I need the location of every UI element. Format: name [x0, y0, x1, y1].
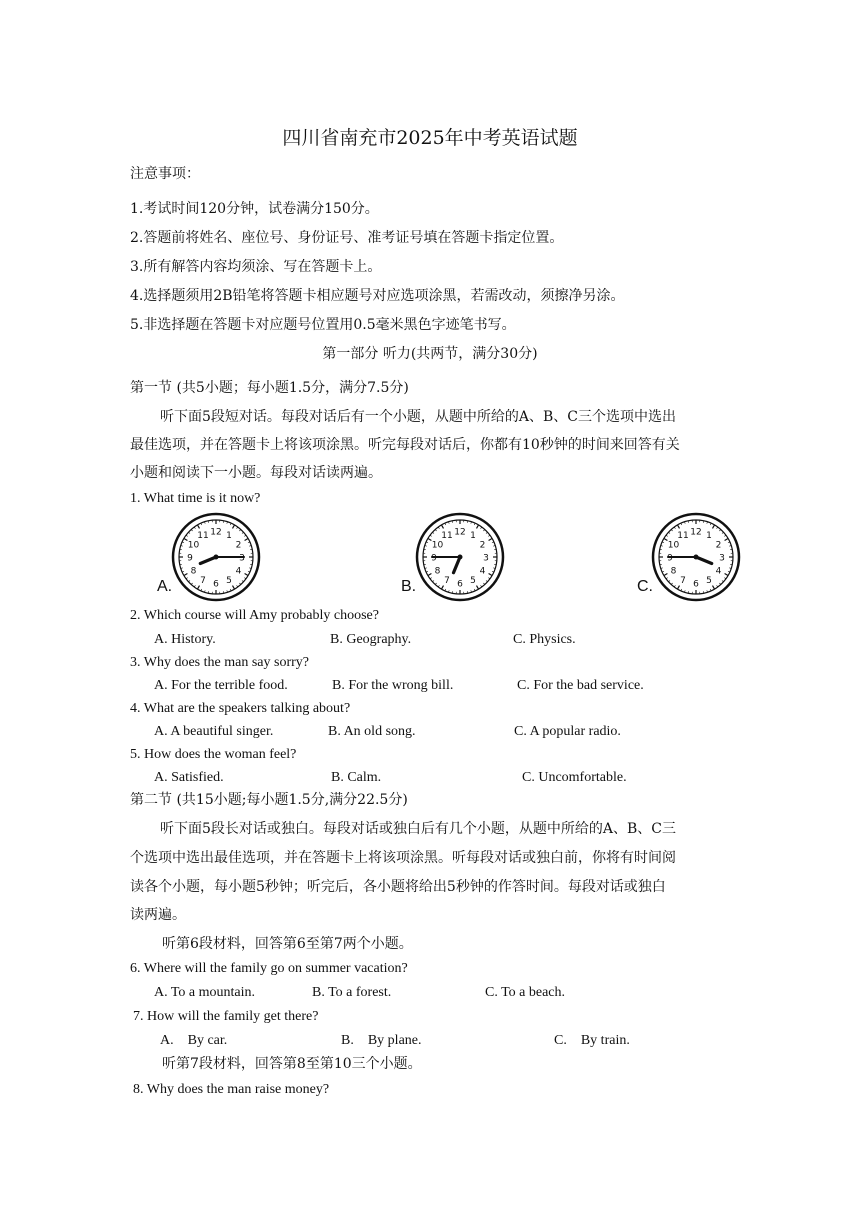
option-c-label: C.: [637, 578, 653, 595]
option-a: A. A beautiful singer.: [154, 724, 274, 739]
question-4: 4. What are the speakers talking about?: [130, 701, 351, 716]
question-3: 3. Why does the man say sorry?: [130, 655, 309, 670]
note-item: 5.非选择题在答题卡对应题号位置用0.5毫米黑色字迹笔书写。: [130, 317, 516, 333]
svg-text:8: 8: [190, 566, 197, 577]
svg-text:6: 6: [457, 579, 463, 590]
option-b: B. For the wrong bill.: [332, 678, 454, 693]
question-8: 8. Why does the man raise money?: [133, 1082, 330, 1097]
note-item: 3.所有解答内容均须涂、写在答题卡上。: [130, 259, 382, 275]
svg-text:11: 11: [441, 530, 453, 541]
svg-text:6: 6: [213, 579, 219, 590]
svg-text:9: 9: [431, 553, 437, 564]
section2-instructions: 读两遍。: [130, 907, 186, 923]
svg-text:2: 2: [715, 540, 722, 551]
option-a: A. By car.: [160, 1033, 228, 1048]
question-2: 2. Which course will Amy probably choose?: [130, 608, 379, 623]
svg-text:9: 9: [187, 553, 193, 564]
option-b: B. To a forest.: [312, 985, 392, 1000]
svg-text:2: 2: [235, 540, 242, 551]
option-b: B. Calm.: [331, 770, 382, 785]
svg-text:4: 4: [715, 566, 722, 577]
clock-icon: [650, 511, 742, 603]
svg-text:2: 2: [479, 540, 486, 551]
svg-text:6: 6: [693, 579, 699, 590]
question-6: 6. Where will the family go on summer vacation?: [130, 961, 408, 976]
note-item: 2.答题前将姓名、座位号、身份证号、准考证号填在答题卡指定位置。: [130, 230, 564, 246]
section2-instructions: 个选项中选出最佳选项，并在答题卡上将该项涂黑。听每段对话或独白前，你将有时间阅: [130, 850, 676, 866]
svg-text:5: 5: [470, 576, 476, 587]
clock-icon: [170, 511, 262, 603]
option-a-label: A.: [157, 578, 173, 595]
option-c: C. A popular radio.: [514, 724, 621, 739]
svg-text:3: 3: [719, 553, 725, 564]
question-5: 5. How does the woman feel?: [130, 747, 297, 762]
svg-text:10: 10: [667, 540, 680, 551]
svg-text:1: 1: [706, 530, 712, 541]
svg-text:5: 5: [706, 576, 712, 587]
clock-icon: [414, 511, 506, 603]
material-7-instruction: 听第7段材料，回答第8至第10三个小题。: [162, 1056, 422, 1072]
notes-heading: 注意事项：: [130, 166, 200, 182]
svg-text:11: 11: [677, 530, 689, 541]
option-b: B. Geography.: [330, 632, 412, 647]
section2-instructions: 读各个小题，每小题5秒钟；听完后，各小题将给出5秒钟的作答时间。每段对话或独白: [130, 879, 666, 895]
section1-instructions: 小题和阅读下一小题。每段对话读两遍。: [130, 465, 382, 481]
svg-text:7: 7: [200, 576, 206, 587]
option-a: A. Satisfied.: [154, 770, 224, 785]
svg-text:3: 3: [483, 553, 489, 564]
svg-text:4: 4: [479, 566, 486, 577]
option-a: A. To a mountain.: [154, 985, 256, 1000]
svg-text:8: 8: [434, 566, 441, 577]
svg-text:7: 7: [680, 576, 686, 587]
svg-text:1: 1: [226, 530, 232, 541]
svg-text:11: 11: [197, 530, 209, 541]
option-c: C. By train.: [554, 1033, 630, 1048]
material-6-instruction: 听第6段材料，回答第6至第7两个小题。: [162, 936, 413, 952]
svg-text:3: 3: [239, 553, 245, 564]
option-b: B. An old song.: [328, 724, 416, 739]
option-a: A. For the terrible food.: [154, 678, 288, 693]
section1-heading: 第一节 (共5小题；每小题1.5分，满分7.5分): [130, 380, 409, 396]
svg-text:5: 5: [226, 576, 232, 587]
part1-heading: 第一部分 听力(共两节，满分30分): [322, 346, 538, 362]
svg-text:12: 12: [690, 527, 702, 538]
option-c: C. Uncomfortable.: [522, 770, 627, 785]
option-b: B. By plane.: [341, 1033, 422, 1048]
option-b-label: B.: [401, 578, 417, 595]
option-c: C. For the bad service.: [517, 678, 644, 693]
svg-text:9: 9: [667, 553, 673, 564]
page-title: 四川省南充市2025年中考英语试题: [282, 127, 578, 149]
svg-text:10: 10: [431, 540, 444, 551]
question-1: 1. What time is it now?: [130, 491, 261, 506]
section2-heading: 第二节 (共15小题;每小题1.5分,满分22.5分): [130, 792, 408, 808]
note-item: 4.选择题须用2B铅笔将答题卡相应题号对应选项涂黑，若需改动，须擦净另涂。: [130, 288, 625, 304]
section1-instructions: 听下面5段短对话。每段对话后有一个小题，从题中所给的A、B、C三个选项中选出: [160, 409, 677, 425]
section1-instructions: 最佳选项，并在答题卡上将该项涂黑。听完每段对话后，你都有10秒钟的时间来回答有关: [130, 437, 680, 453]
svg-text:4: 4: [235, 566, 242, 577]
svg-text:8: 8: [670, 566, 677, 577]
question-7: 7. How will the family get there?: [133, 1009, 319, 1024]
svg-text:12: 12: [210, 527, 222, 538]
svg-text:12: 12: [454, 527, 466, 538]
option-c: C. To a beach.: [485, 985, 566, 1000]
option-a: A. History.: [154, 632, 216, 647]
option-c: C. Physics.: [513, 632, 576, 647]
svg-text:1: 1: [470, 530, 476, 541]
section2-instructions: 听下面5段长对话或独白。每段对话或独白后有几个小题，从题中所给的A、B、C三: [160, 821, 677, 837]
svg-text:7: 7: [444, 576, 450, 587]
svg-text:10: 10: [187, 540, 200, 551]
note-item: 1.考试时间120分钟，试卷满分150分。: [130, 201, 379, 217]
